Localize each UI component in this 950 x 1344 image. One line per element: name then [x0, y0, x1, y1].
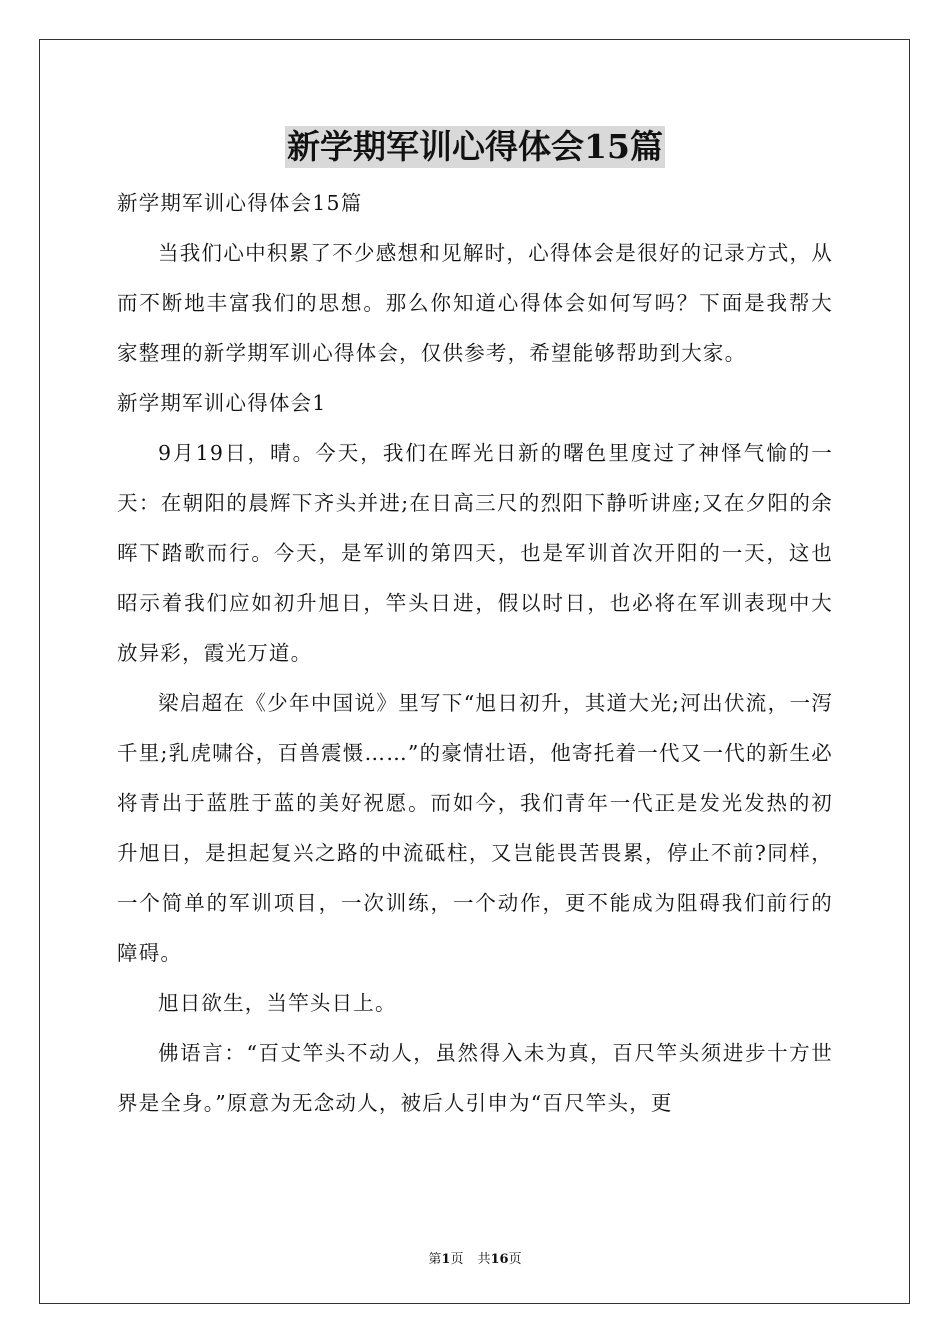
body-paragraph: 9月19日，晴。今天，我们在晖光日新的曙色里度过了神怿气愉的一天：在朝阳的晨辉下齐头并进;在日高三尺的烈阳下静听讲座;又在夕阳的余晖下踏歌而行。今天，是军训的第四天，也是军训首次开阳的一天，这也昭示着我们应如初升旭日，竿头日进，假以时日，也必将在军训表现中大放异彩，霞光万道。 — [117, 441, 833, 665]
page-footer — [0, 1248, 950, 1267]
footer-total-prefix: 共 — [477, 1252, 491, 1267]
document-title: 新学期军训心得体会15篇 — [287, 127, 663, 166]
footer-page-prefix: 第 — [428, 1252, 442, 1267]
footer-page-mid: 页 — [450, 1252, 464, 1267]
title-container — [0, 126, 950, 168]
footer-page-current: 1 — [441, 1252, 451, 1267]
footer-total-suffix: 页 — [508, 1252, 522, 1267]
body-paragraph: 梁启超在《少年中国说》里写下“旭日初升，其道大光;河出伏流，一泻千里;乳虎啸谷，百兽震慑……”的豪情壮语，他寄托着一代又一代的新生必将青出于蓝胜于蓝的美好祝愿。而如今，我们青年一代正是发光发热的初升旭日，是担起复兴之路的中流砥柱，又岂能畏苦畏累，停止不前?同样，一个简单的军训项目，一次训练，一个动作，更不能成为阻碍我们前行的障碍。 — [117, 691, 833, 965]
body-paragraph: 旭日欲生，当竿头日上。 — [158, 991, 397, 1015]
body-paragraph: 佛语言：“百丈竿头不动人，虽然得入未为真，百尺竿头须进步十方世界是全身。”原意为无念动人，被后人引申为“百尺竿头，更 — [117, 1041, 833, 1115]
footer-page-total: 16 — [490, 1252, 509, 1267]
intro-paragraph: 当我们心中积累了不少感想和见解时，心得体会是很好的记录方式，从而不断地丰富我们的思想。那么你知道心得体会如何写吗？下面是我帮大家整理的新学期军训心得体会，仅供参考，希望能够帮助到大家。 — [117, 241, 833, 365]
section-heading: 新学期军训心得体会1 — [117, 391, 327, 415]
document-body — [117, 178, 833, 1128]
document-subtitle: 新学期军训心得体会15篇 — [117, 191, 363, 215]
